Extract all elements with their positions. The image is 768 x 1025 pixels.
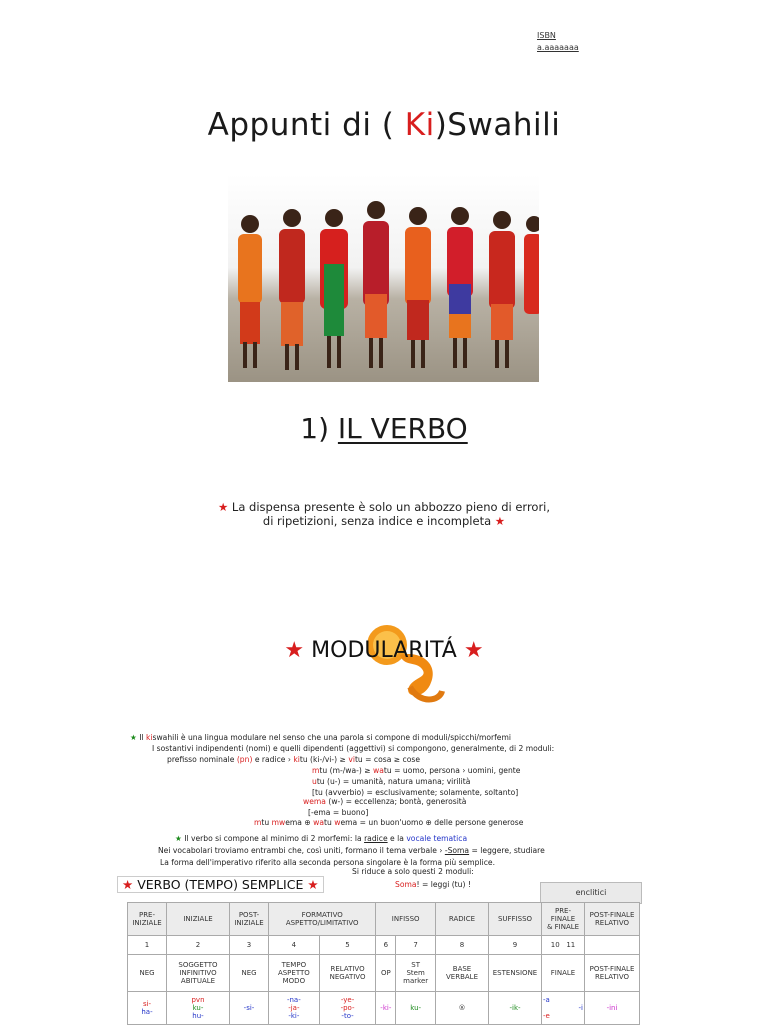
table-label-row — [128, 955, 640, 992]
table-header-cell: INFISSO — [376, 903, 436, 936]
table-example-cell: -ini — [585, 992, 640, 1025]
table-number-cell: 4 — [269, 936, 320, 955]
table-number-cell: 3 — [230, 936, 269, 955]
table-label-cell: ST Stem marker — [396, 955, 436, 992]
table-number-cell: 8 — [436, 936, 489, 955]
title-part-2: )Swahili — [434, 107, 561, 143]
isbn-block — [537, 30, 579, 54]
table-label-cell: ESTENSIONE — [489, 955, 542, 992]
table-label-cell: NEG — [230, 955, 269, 992]
table-example-cell: -ik- — [489, 992, 542, 1025]
body-line: wema (w-) = eccellenza; bontà, generosità — [303, 797, 467, 806]
table-number-cell: 2 — [167, 936, 230, 955]
table-number-cell: 7 — [396, 936, 436, 955]
body-line: La forma dell'imperativo riferito alla seconda persona singolare è la forma più semplice. — [160, 858, 495, 867]
table-label-cell: SOGGETTO INFINITIVO ABITUALE — [167, 955, 230, 992]
maasai-women-photo — [228, 174, 539, 382]
body-line: Soma! = leggi (tu) ! — [395, 880, 471, 889]
table-number-row — [128, 936, 640, 955]
badge-label: VERBO (TEMPO) SEMPLICE — [137, 877, 304, 892]
star-icon: ★ — [307, 877, 319, 892]
table-number-cell: 1 — [128, 936, 167, 955]
table-example-row — [128, 992, 640, 1025]
star-icon: ★ — [494, 514, 506, 528]
table-example-cell: ku- — [396, 992, 436, 1025]
body-line: ★ Il verbo si compone al minimo di 2 morfemi: la radice e la vocale tematica — [175, 834, 468, 843]
enclitici-header: enclitici — [540, 882, 642, 904]
table-example-cell: ® — [436, 992, 489, 1025]
table-header-cell: SUFFISSO — [489, 903, 542, 936]
table-number-cell — [585, 936, 640, 955]
table-header-cell: PRE- FINALE & FINALE — [542, 903, 585, 936]
table-label-cell: OP — [376, 955, 396, 992]
table-header-cell: PRE- INIZIALE — [128, 903, 167, 936]
verb-structure-table — [127, 902, 640, 1025]
isbn-line-2: a.aaaaaaa — [537, 43, 579, 52]
table-label-cell: BASE VERBALE — [436, 955, 489, 992]
table-number-cell: 5 — [319, 936, 376, 955]
body-line: Si riduce a solo questi 2 moduli: — [352, 867, 474, 876]
table-label-cell: FINALE — [542, 955, 585, 992]
table-label-cell: POST-FINALE RELATIVO — [585, 955, 640, 992]
verbo-semplice-badge — [117, 876, 324, 893]
section-heading — [0, 412, 768, 445]
star-icon: ★ — [122, 877, 134, 892]
table-header-cell: INIZIALE — [167, 903, 230, 936]
body-line: mtu mwema ⊕ watu wema = un buon'uomo ⊕ delle persone generose — [254, 818, 524, 827]
section-number: 1) — [300, 412, 329, 445]
table-header-cell: POST- INIZIALE — [230, 903, 269, 936]
body-line: utu (u-) = umanità, natura umana; virilità — [312, 777, 471, 786]
star-icon: ★ — [217, 500, 229, 514]
section-label: IL VERBO — [337, 412, 468, 445]
figures — [238, 201, 539, 370]
disclaimer-line-2: di ripetizioni, senza indice e incompleta — [262, 514, 492, 528]
body-line: mtu (m-/wa-) ≥ watu = uomo, persona › uomini, gente — [312, 766, 521, 775]
table-label-cell: RELATIVO NEGATIVO — [319, 955, 376, 992]
table-header-cell: FORMATIVO ASPETTO/LIMITATIVO — [269, 903, 376, 936]
table-example-cell: -si- — [230, 992, 269, 1025]
table-header-row — [128, 903, 640, 936]
table-example-cell: -na- -ja- -ki- — [269, 992, 320, 1025]
table-header-cell: POST-FINALE RELATIVO — [585, 903, 640, 936]
table-example-cell: -ye- -po- -to- — [319, 992, 376, 1025]
modularita-label: MODULARITÁ — [311, 638, 457, 663]
isbn-line-1: ISBN — [537, 31, 556, 40]
star-icon: ★ — [284, 638, 305, 663]
body-line: I sostantivi indipendenti (nomi) e quelli dipendenti (aggettivi) si compongono, generalmente, di 2 moduli: — [152, 744, 555, 753]
disclaimer-line-1: La dispensa presente è solo un abbozzo pieno di errori, — [231, 500, 551, 514]
title-part-1: Appunti di ( — [207, 107, 405, 143]
document-title — [0, 107, 768, 143]
table-number-cell: 10 11 — [542, 936, 585, 955]
table-example-cell: pvn ku- hu- — [167, 992, 230, 1025]
body-line: Nei vocabolari troviamo entrambi che, così uniti, formano il tema verbale › -Soma = leggere, studiare — [158, 846, 545, 855]
star-icon: ★ — [175, 834, 182, 843]
body-line: ★ Il kiswahili è una lingua modulare nel senso che una parola si compone di moduli/spicchi/morfemi — [130, 733, 511, 742]
table-label-cell: NEG — [128, 955, 167, 992]
body-line: [tu (avverbio) = esclusivamente; solamente, soltanto] — [312, 788, 519, 797]
table-label-cell: TEMPO ASPETTO MODO — [269, 955, 320, 992]
star-icon: ★ — [130, 733, 137, 742]
title-part-ki: Ki — [404, 107, 435, 143]
table-example-cell: si- ha- — [128, 992, 167, 1025]
table-example-cell: -ki- — [376, 992, 396, 1025]
table-number-cell: 9 — [489, 936, 542, 955]
modularita-heading — [0, 638, 768, 663]
disclaimer — [0, 500, 768, 528]
body-line: [-ema = buono] — [308, 808, 369, 817]
table-example-cell: -a -i -e — [542, 992, 585, 1025]
table-number-cell: 6 — [376, 936, 396, 955]
star-icon: ★ — [463, 638, 484, 663]
table-header-cell: RADICE — [436, 903, 489, 936]
body-line: prefisso nominale (pn) e radice › kitu (ki-/vi-) ≥ vitu = cosa ≥ cose — [167, 755, 420, 764]
